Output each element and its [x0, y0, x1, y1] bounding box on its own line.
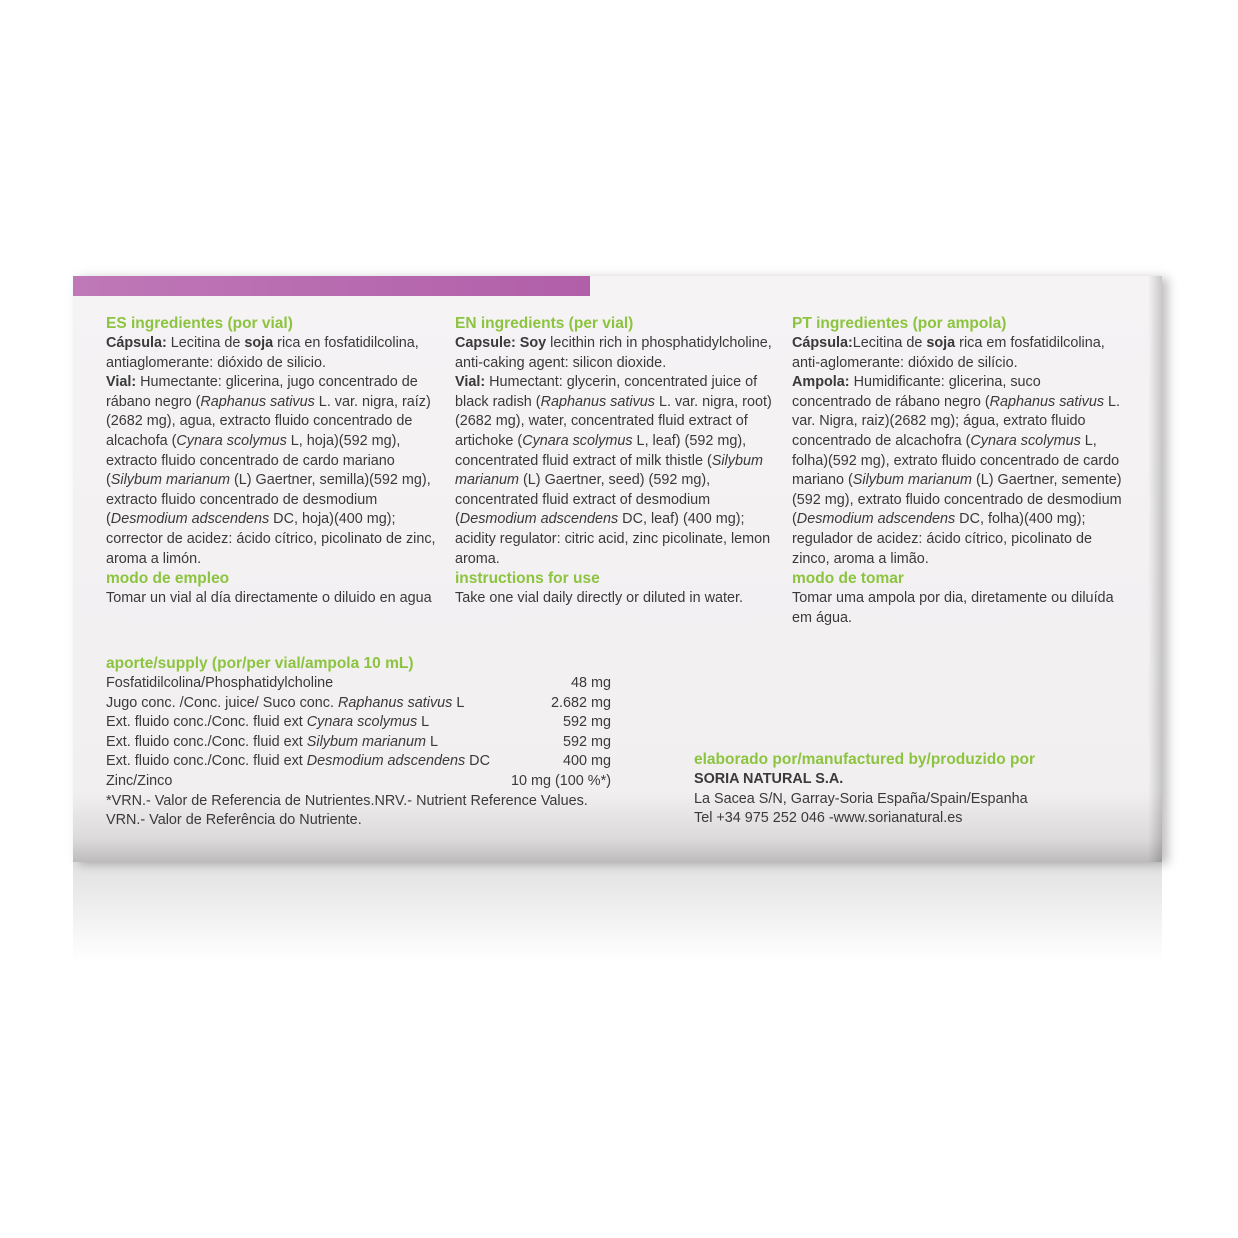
pt-capsule-bold: soja	[926, 335, 956, 351]
table-row	[106, 752, 611, 772]
pt-vial-5: DC, folha)(400 mg); regulador de acidez: ácido cítrico, picolinato de zinco, aroma a limão.	[792, 511, 1092, 567]
supply-note-2: VRN.- Valor de Referência do Nutriente.	[106, 812, 362, 829]
en-ingredients-column	[455, 314, 781, 609]
en-vial-1: Humectant: glycerin, concentrated juice of black radish (	[455, 374, 758, 410]
table-row	[106, 733, 611, 753]
es-vial-4: (L) Gaertner, semilla)(592 mg), extracto fluido concentrado de desmodium (	[106, 472, 431, 528]
es-vial-sci2: Cynara scolymus	[176, 432, 287, 449]
es-vial-label: Vial:	[106, 374, 137, 391]
en-vial-4: (L) Gaertner, seed) (592 mg), concentrated fluid extract of desmodium (	[455, 472, 711, 528]
pt-capsule-label: Cápsula:	[792, 335, 853, 351]
supply-note-1: *VRN.- Valor de Referencia de Nutrientes.NRV.- Nutrient Reference Values.	[106, 792, 588, 809]
en-heading: EN ingredients (per vial)	[455, 315, 634, 332]
en-vial-text	[455, 373, 781, 569]
es-vial-sci3: Silybum marianum	[110, 472, 230, 489]
es-vial-text	[106, 373, 441, 569]
supply-row-suffix: DC	[465, 753, 490, 770]
purple-accent-bar	[73, 276, 590, 296]
manufacturer-contact: Tel +34 975 252 046 -www.sorianatural.es	[694, 810, 963, 827]
es-vial-5: DC, hoja)(400 mg); corrector de acidez: ácido cítrico, picolinato de zinc, aroma a limón.	[106, 511, 436, 567]
supply-row-value: 400 mg	[563, 753, 611, 770]
pt-vial-1: Humidificante: glicerina, suco concentrado de rábano negro (	[792, 374, 1041, 410]
manufacturer-name: SORIA NATURAL S.A.	[694, 771, 844, 787]
table-row	[106, 713, 611, 733]
supply-row-label: Ext. fluido conc./Conc. fluid ext	[106, 753, 307, 770]
table-row	[106, 694, 611, 714]
supply-row-sci: Silybum marianum	[306, 733, 426, 750]
pt-capsule-b: rica em fosfatidilcolina, anti-aglomerante: dióxido de silício.	[792, 335, 1105, 371]
supply-row-label: Zinc/Zinco	[106, 772, 173, 789]
pt-heading: PT ingredientes (por ampola)	[792, 315, 1007, 332]
es-vial-1: Humectante: glicerina, jugo concentrado de rábano negro (	[106, 374, 418, 410]
pt-vial-2: L. var. Nigra, raiz)(2682 mg); água, extrato fluido concentrado de alcachofra (	[792, 393, 1121, 449]
pt-vial-sci2: Cynara scolymus	[970, 432, 1081, 449]
supply-row-sci: Raphanus sativus	[337, 694, 453, 711]
pt-vial-4: (L) Gaertner, semente)(592 mg), extrato fluido concentrado de desmodium (	[792, 472, 1122, 528]
manufacturer-block	[694, 750, 1134, 829]
supply-row-suffix: L	[417, 714, 430, 731]
en-vial-sci1: Raphanus sativus	[540, 393, 655, 410]
es-vial-3: L, hoja)(592 mg), extracto fluido concentrado de cardo mariano (	[106, 432, 401, 489]
supply-row-value: 10 mg (100 %*)	[511, 772, 611, 789]
es-capsule-a: Lecitina de	[166, 335, 245, 351]
supply-row-value: 2.682 mg	[550, 694, 611, 711]
supply-row-suffix: L	[452, 694, 465, 711]
pt-capsule-text	[792, 334, 1122, 373]
es-capsule-bold: soja	[244, 335, 274, 351]
supply-row-value: 48 mg	[571, 675, 611, 691]
manufacturer-heading: elaborado por/manufactured by/produzido por	[694, 751, 1036, 768]
pt-use-text: Tomar uma ampola por dia, diretamente ou diluída em água.	[792, 590, 1114, 626]
en-vial-2: L. var. nigra, root)(2682 mg), water, concentrated fluid extract of artichoke (	[455, 393, 772, 449]
table-row	[106, 772, 611, 792]
supply-row-value: 592 mg	[563, 714, 611, 731]
es-capsule-text	[106, 334, 441, 373]
en-vial-sci4: Desmodium adscendens	[459, 511, 619, 528]
supply-row-label: Ext. fluido conc./Conc. fluid ext	[106, 733, 307, 750]
pt-vial-text	[792, 373, 1122, 569]
es-ingredients-column	[106, 314, 441, 609]
supply-table	[106, 654, 666, 831]
en-use-text: Take one vial daily directly or diluted in water.	[455, 590, 743, 607]
en-vial-label: Vial:	[455, 374, 486, 391]
supply-rows	[106, 674, 611, 792]
en-capsule-label: Capsule:	[455, 335, 516, 351]
en-capsule-text	[455, 334, 781, 373]
supply-row-sci: Cynara scolymus	[306, 714, 418, 731]
en-use-heading: instructions for use	[455, 570, 600, 588]
pt-vial-3: L, folha)(592 mg), extrato fluido concentrado de cardo mariano (	[792, 432, 1120, 489]
en-capsule-b: lecithin rich in phosphatidylcholine, anti-caking agent: silicon dioxide.	[455, 335, 772, 371]
card-edge-shade	[1148, 276, 1162, 862]
en-vial-sci3: Silybum marianum	[455, 452, 763, 489]
es-capsule-b: rica en fosfatidilcolina, antiaglomerante: dióxido de silicio.	[106, 335, 419, 371]
es-capsule-label: Cápsula:	[106, 335, 167, 351]
pt-vial-sci3: Silybum marianum	[852, 472, 972, 489]
es-vial-sci4: Desmodium adscendens	[110, 511, 270, 528]
pt-vial-sci1: Raphanus sativus	[989, 393, 1105, 410]
supply-heading: aporte/supply (por/per vial/ampola 10 mL)	[106, 655, 414, 672]
pt-capsule-a: Lecitina de	[852, 335, 927, 351]
en-vial-sci2: Cynara scolymus	[522, 432, 633, 449]
supply-row-label: Jugo conc. /Conc. juice/ Suco conc.	[106, 694, 338, 711]
es-heading: ES ingredientes (por vial)	[106, 315, 293, 332]
es-vial-sci1: Raphanus sativus	[200, 393, 315, 410]
supply-row-sci: Desmodium adscendens	[306, 753, 466, 770]
supply-row-suffix: L	[425, 733, 438, 750]
pt-vial-sci4: Desmodium adscendens	[796, 511, 956, 528]
table-row	[106, 674, 611, 694]
es-vial-2: L. var. nigra, raíz)(2682 mg), agua, extracto fluido concentrado de alcachofa (	[106, 393, 431, 449]
pt-vial-label: Ampola:	[792, 374, 850, 391]
pt-ingredients-column	[792, 314, 1122, 628]
pt-use-heading: modo de tomar	[792, 570, 904, 588]
supply-row-label: Fosfatidilcolina/Phosphatidylcholine	[106, 675, 334, 691]
product-label-card	[73, 276, 1162, 862]
supply-row-value: 592 mg	[563, 733, 611, 750]
manufacturer-address: La Sacea S/N, Garray-Soria España/Spain/Espanha	[694, 790, 1028, 807]
card-reflection	[73, 862, 1162, 962]
en-capsule-bold: Soy	[515, 335, 547, 351]
en-vial-3: L, leaf) (592 mg), concentrated fluid extract of milk thistle (	[455, 432, 747, 469]
es-use-heading: modo de empleo	[106, 570, 230, 588]
supply-row-label: Ext. fluido conc./Conc. fluid ext	[106, 714, 307, 731]
en-vial-5: DC, leaf) (400 mg); acidity regulator: citric acid, zinc picolinate, lemon aroma.	[455, 511, 771, 567]
es-use-text: Tomar un vial al día directamente o diluido en agua	[106, 590, 432, 607]
